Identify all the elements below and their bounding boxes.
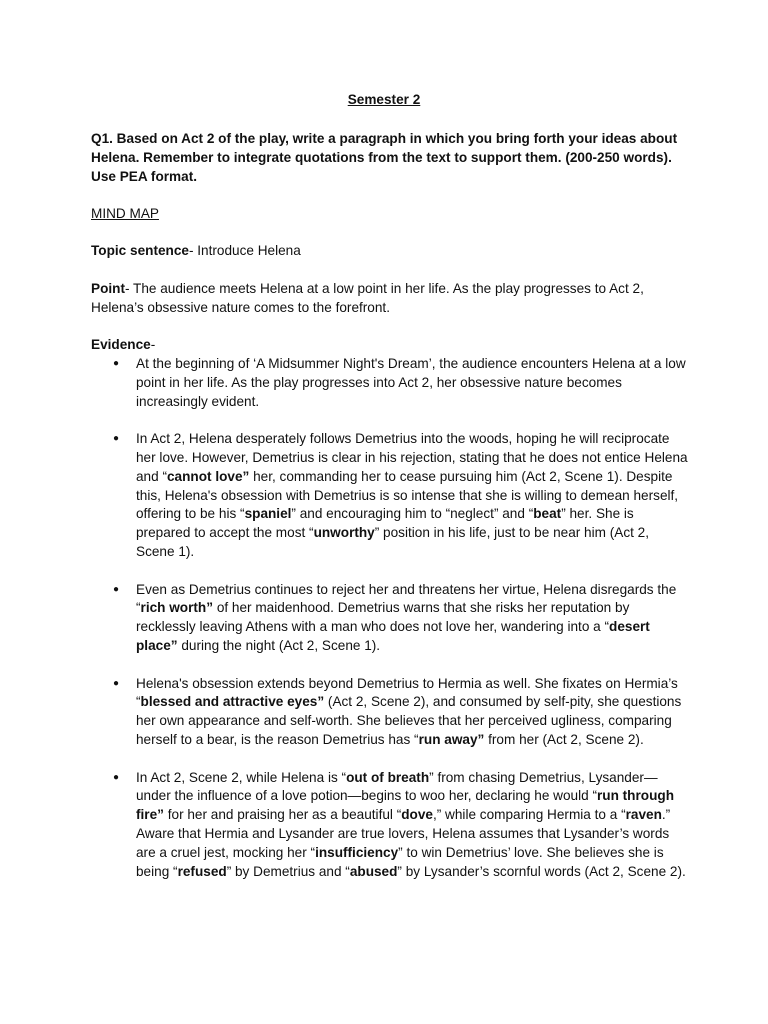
bullet-text: ” to win Demetrius’ love. She believes she is being “ — [136, 844, 664, 879]
point-text: - The audience meets Helena at a low point in her life. As the play progresses to Act 2, Helena’s obsessive nature comes to the forefront. — [91, 281, 644, 315]
bullet-text: At the beginning of ‘A Midsummer Night's Dream’, the audience encounters Helena at a low point in her life. As the play progresses into Act 2, her obsessive nature becomes increasingly evident. — [136, 356, 686, 409]
bullet-text: ” her. She is prepared to accept the most “ — [136, 506, 634, 541]
topic-text: - Introduce Helena — [188, 243, 301, 258]
quotation-text: run away” — [418, 731, 485, 747]
bullet-text: Helena's obsession extends beyond Demetrius to Hermia as well. She fixates on Hermia’s “ — [136, 675, 678, 710]
question-text: Q1. Based on Act 2 of the play, write a paragraph in which you bring forth your ideas about Helena. Remember to integrate quotations from the text to support them. (200-250 words). Use PEA format. — [91, 131, 678, 184]
evidence-bullet — [91, 769, 691, 882]
bullet-text: ” and encouraging him to “neglect” and “ — [291, 506, 534, 522]
quotation-text: beat — [533, 506, 562, 522]
bullet-text: ” position in his life, just to be near him (Act 2, Scene 1). — [136, 525, 650, 559]
bullet-text: ” by Lysander’s scornful words (Act 2, Scene 2). — [397, 863, 686, 879]
evidence-bullet — [91, 581, 691, 656]
bullet-dot-icon: ● — [113, 358, 120, 369]
bullet-text: ” by Demetrius and “ — [226, 863, 350, 879]
bullet-text: ” from chasing Demetrius, Lysander—under the influence of a love potion—begins to woo her, declaring he would “ — [136, 769, 658, 804]
bullet-text: Even as Demetrius continues to reject her and threatens her virtue, Helena disregards the “ — [136, 581, 677, 616]
evidence-list — [91, 355, 691, 900]
quotation-text: out of breath — [346, 769, 430, 785]
bullet-text: ,” while comparing Hermia to a “ — [432, 807, 626, 823]
quotation-text: desert place” — [136, 619, 650, 653]
page-title: Semester 2 — [347, 92, 421, 107]
quotation-text: rich worth” — [140, 600, 214, 616]
quotation-text: abused — [349, 863, 398, 879]
bullet-dot-icon: ● — [113, 677, 120, 689]
quotation-text: refused — [177, 863, 227, 879]
evidence-bullet — [91, 430, 691, 562]
evidence-dash: - — [150, 337, 156, 352]
bullet-text: during the night (Act 2, Scene 1). — [177, 637, 381, 653]
mind-map-heading: MIND MAP — [91, 206, 159, 221]
quotation-text: unworthy — [313, 525, 375, 541]
quotation-text: blessed and attractive eyes” — [140, 694, 325, 710]
topic-sentence — [91, 242, 681, 261]
bullet-text: her, commanding her to cease pursuing him (Act 2, Scene 1). Despite this, Helena's obsession with Demetrius is so intense that she is willing to demean herself, offering to be his “ — [136, 468, 679, 522]
quotation-text: raven — [625, 807, 662, 823]
quotation-text: insufficiency — [315, 844, 399, 860]
topic-label: Topic sentence — [91, 243, 189, 258]
evidence-heading — [91, 336, 681, 355]
evidence-bullet — [91, 675, 691, 750]
quotation-text: spaniel — [244, 506, 292, 522]
quotation-text: dove — [401, 807, 433, 823]
quotation-text: run through fire” — [136, 788, 674, 823]
bullet-text: for her and praising her as a beautiful “ — [163, 807, 402, 823]
bullet-text: .” Aware that Hermia and Lysander are true lovers, Helena assumes that Lysander’s words are a cruel jest, mocking her “ — [136, 807, 671, 860]
point-label: Point — [91, 281, 125, 296]
bullet-text: (Act 2, Scene 2), and consumed by self-pity, she questions her own appearance and self-worth. She believes that her perceived ugliness, comparing herself to a bear, is the reason Demetrius has “ — [136, 694, 682, 747]
bullet-text: In Act 2, Helena desperately follows Demetrius into the woods, hoping he will reciprocate her love. However, Demetrius is clear in his rejection, stating that he does not entice Helena and “ — [136, 431, 688, 484]
bullet-text: In Act 2, Scene 2, while Helena is “ — [136, 769, 347, 785]
bullet-dot-icon: ● — [113, 583, 120, 595]
bullet-text: from her (Act 2, Scene 2). — [484, 731, 644, 747]
evidence-label: Evidence — [91, 337, 151, 352]
evidence-bullet — [91, 355, 691, 411]
bullet-dot-icon: ● — [113, 433, 120, 445]
bullet-text: of her maidenhood. Demetrius warns that she risks her reputation by recklessly leaving Athens with a man who does not love her, wandering into a “ — [136, 600, 630, 635]
quotation-text: cannot love” — [166, 468, 250, 484]
bullet-dot-icon: ● — [113, 771, 120, 783]
point-paragraph — [91, 280, 681, 318]
